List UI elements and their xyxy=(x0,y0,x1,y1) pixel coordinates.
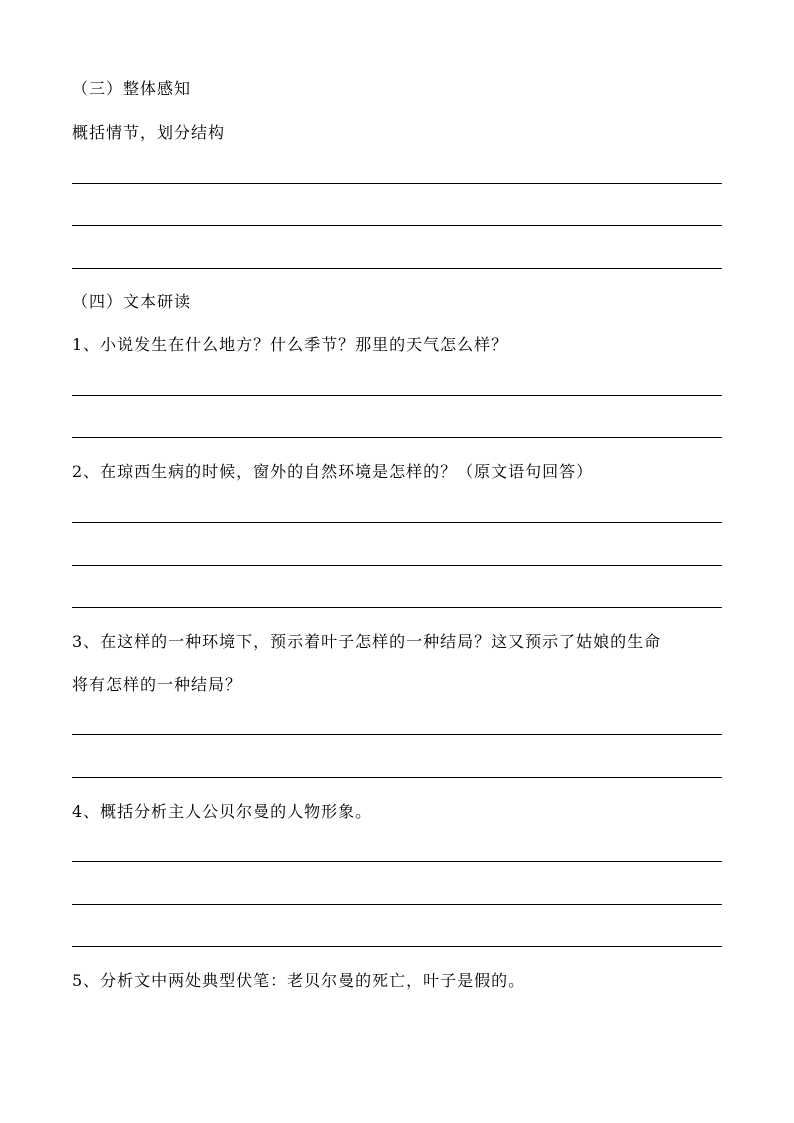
answer-line xyxy=(72,522,722,523)
question-5: 5、分析文中两处典型伏笔：老贝尔曼的死亡，叶子是假的。 xyxy=(72,971,526,990)
answer-line xyxy=(72,565,722,566)
answer-line xyxy=(72,268,722,269)
section-3-prompt: 概括情节，划分结构 xyxy=(72,123,226,142)
answer-line xyxy=(72,607,722,608)
answer-line xyxy=(72,395,722,396)
question-2: 2、在琼西生病的时候，窗外的自然环境是怎样的？（原文语句回答） xyxy=(72,462,594,481)
answer-line xyxy=(72,777,722,778)
section-3-heading: （三）整体感知 xyxy=(72,79,192,98)
question-3-line-1: 3、在这样的一种环境下，预示着叶子怎样的一种结局？这又预示了姑娘的生命 xyxy=(72,632,662,651)
answer-line xyxy=(72,904,722,905)
answer-line xyxy=(72,734,722,735)
section-4-heading: （四）文本研读 xyxy=(72,292,192,311)
answer-line xyxy=(72,437,722,438)
answer-line xyxy=(72,946,722,947)
answer-line xyxy=(72,861,722,862)
question-1: 1、小说发生在什么地方？什么季节？那里的天气怎么样？ xyxy=(72,335,509,354)
answer-line xyxy=(72,183,722,184)
question-4: 4、概括分析主人公贝尔曼的人物形象。 xyxy=(72,802,373,821)
answer-line xyxy=(72,225,722,226)
question-3-line-2: 将有怎样的一种结局？ xyxy=(72,675,243,694)
